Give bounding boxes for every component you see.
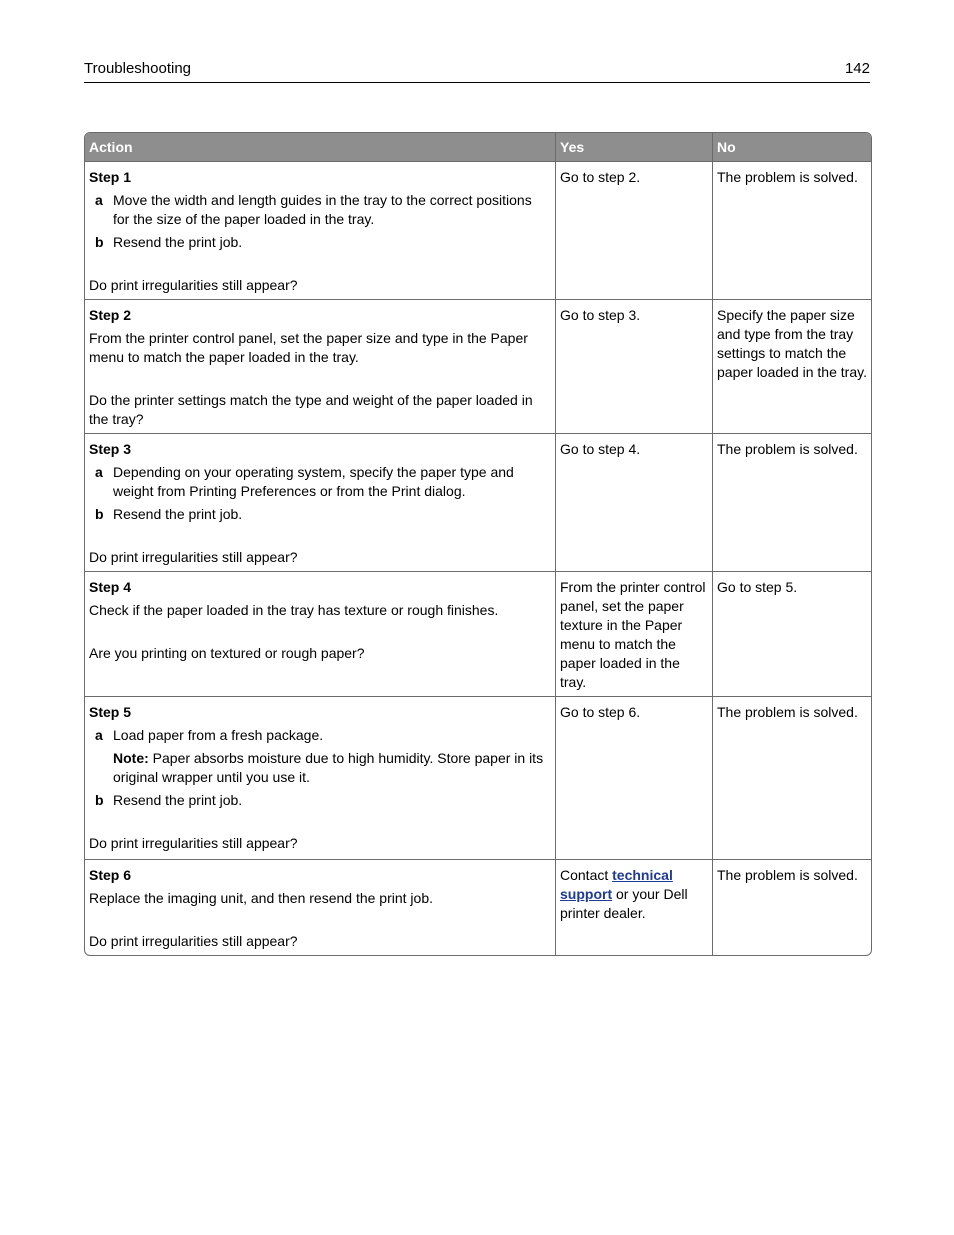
yes-cell: From the printer control panel, set the paper texture in the Paper menu to match the paper loaded in the tray. xyxy=(556,571,713,696)
yes-cell: Go to step 3. xyxy=(556,299,713,433)
step-title: Step 5 xyxy=(89,704,132,720)
no-cell: The problem is solved. xyxy=(713,696,871,859)
substep-b xyxy=(89,791,551,810)
step-title: Step 3 xyxy=(89,441,132,457)
substep-text: Load paper from a fresh package. xyxy=(113,727,324,743)
step-question: Do print irregularities still appear? xyxy=(89,277,298,293)
table-row xyxy=(85,859,871,955)
step-question: Do the printer settings match the type and weight of the paper loaded in the tray? xyxy=(89,392,533,427)
yes-cell xyxy=(556,859,713,955)
note-label: Note: xyxy=(113,750,149,766)
table-row xyxy=(85,571,871,696)
table-header-row xyxy=(85,133,871,161)
troubleshooting-table xyxy=(84,132,872,956)
yes-cell: Go to step 6. xyxy=(556,696,713,859)
step-title: Step 2 xyxy=(89,307,132,323)
substep-a xyxy=(89,726,551,745)
substep-a xyxy=(89,191,551,229)
step-title: Step 4 xyxy=(89,579,132,595)
column-header-action: Action xyxy=(85,133,556,161)
action-cell xyxy=(85,571,556,696)
page-number: 142 xyxy=(844,60,870,77)
note xyxy=(113,749,551,787)
substep-label: b xyxy=(95,792,104,808)
column-header-yes: Yes xyxy=(556,133,713,161)
note-text: Paper absorbs moisture due to high humidity. Store paper in its original wrapper until you use it. xyxy=(113,750,544,785)
section-title: Troubleshooting xyxy=(84,60,192,77)
no-cell: Go to step 5. xyxy=(713,571,871,696)
table-row xyxy=(85,161,871,299)
contact-suffix: or your Dell printer dealer. xyxy=(560,886,688,921)
table-row xyxy=(85,696,871,859)
substep-label: b xyxy=(95,506,104,522)
substep-a xyxy=(89,463,551,501)
no-cell: The problem is solved. xyxy=(713,161,871,299)
substep-text: Resend the print job. xyxy=(113,506,243,522)
no-cell: The problem is solved. xyxy=(713,433,871,571)
yes-cell: Go to step 2. xyxy=(556,161,713,299)
page-header xyxy=(84,60,870,83)
step-question: Do print irregularities still appear? xyxy=(89,835,298,851)
action-cell xyxy=(85,161,556,299)
no-cell: Specify the paper size and type from the tray settings to match the paper loaded in the tray. xyxy=(713,299,871,433)
substep-text: Resend the print job. xyxy=(113,792,243,808)
substep-b xyxy=(89,505,551,524)
table-row xyxy=(85,299,871,433)
contact-prefix: Contact xyxy=(560,867,609,883)
yes-cell: Go to step 4. xyxy=(556,433,713,571)
step-question: Do print irregularities still appear? xyxy=(89,933,298,949)
column-header-no: No xyxy=(713,133,871,161)
action-cell xyxy=(85,859,556,955)
table-row xyxy=(85,433,871,571)
substep-text: Move the width and length guides in the tray to the correct positions for the size of the paper loaded in the tray. xyxy=(113,192,532,227)
action-cell xyxy=(85,299,556,433)
substep-label: a xyxy=(95,464,103,480)
step-question: Do print irregularities still appear? xyxy=(89,549,298,565)
action-cell xyxy=(85,696,556,859)
step-instruction: Replace the imaging unit, and then resend the print job. xyxy=(89,890,434,906)
step-question: Are you printing on textured or rough paper? xyxy=(89,645,365,661)
substep-b xyxy=(89,233,551,252)
substep-text: Depending on your operating system, specify the paper type and weight from Printing Preferences or from the Print dialog. xyxy=(113,464,514,499)
substep-text: Resend the print job. xyxy=(113,234,243,250)
step-instruction: Check if the paper loaded in the tray has texture or rough finishes. xyxy=(89,602,499,618)
substep-label: a xyxy=(95,192,103,208)
step-title: Step 6 xyxy=(89,867,132,883)
step-title: Step 1 xyxy=(89,169,132,185)
substep-label: b xyxy=(95,234,104,250)
step-instruction: From the printer control panel, set the paper size and type in the Paper menu to match the paper loaded in the tray. xyxy=(89,330,528,365)
technical-support-link[interactable]: technical support xyxy=(560,867,673,902)
no-cell: The problem is solved. xyxy=(713,859,871,955)
substep-label: a xyxy=(95,727,103,743)
action-cell xyxy=(85,433,556,571)
